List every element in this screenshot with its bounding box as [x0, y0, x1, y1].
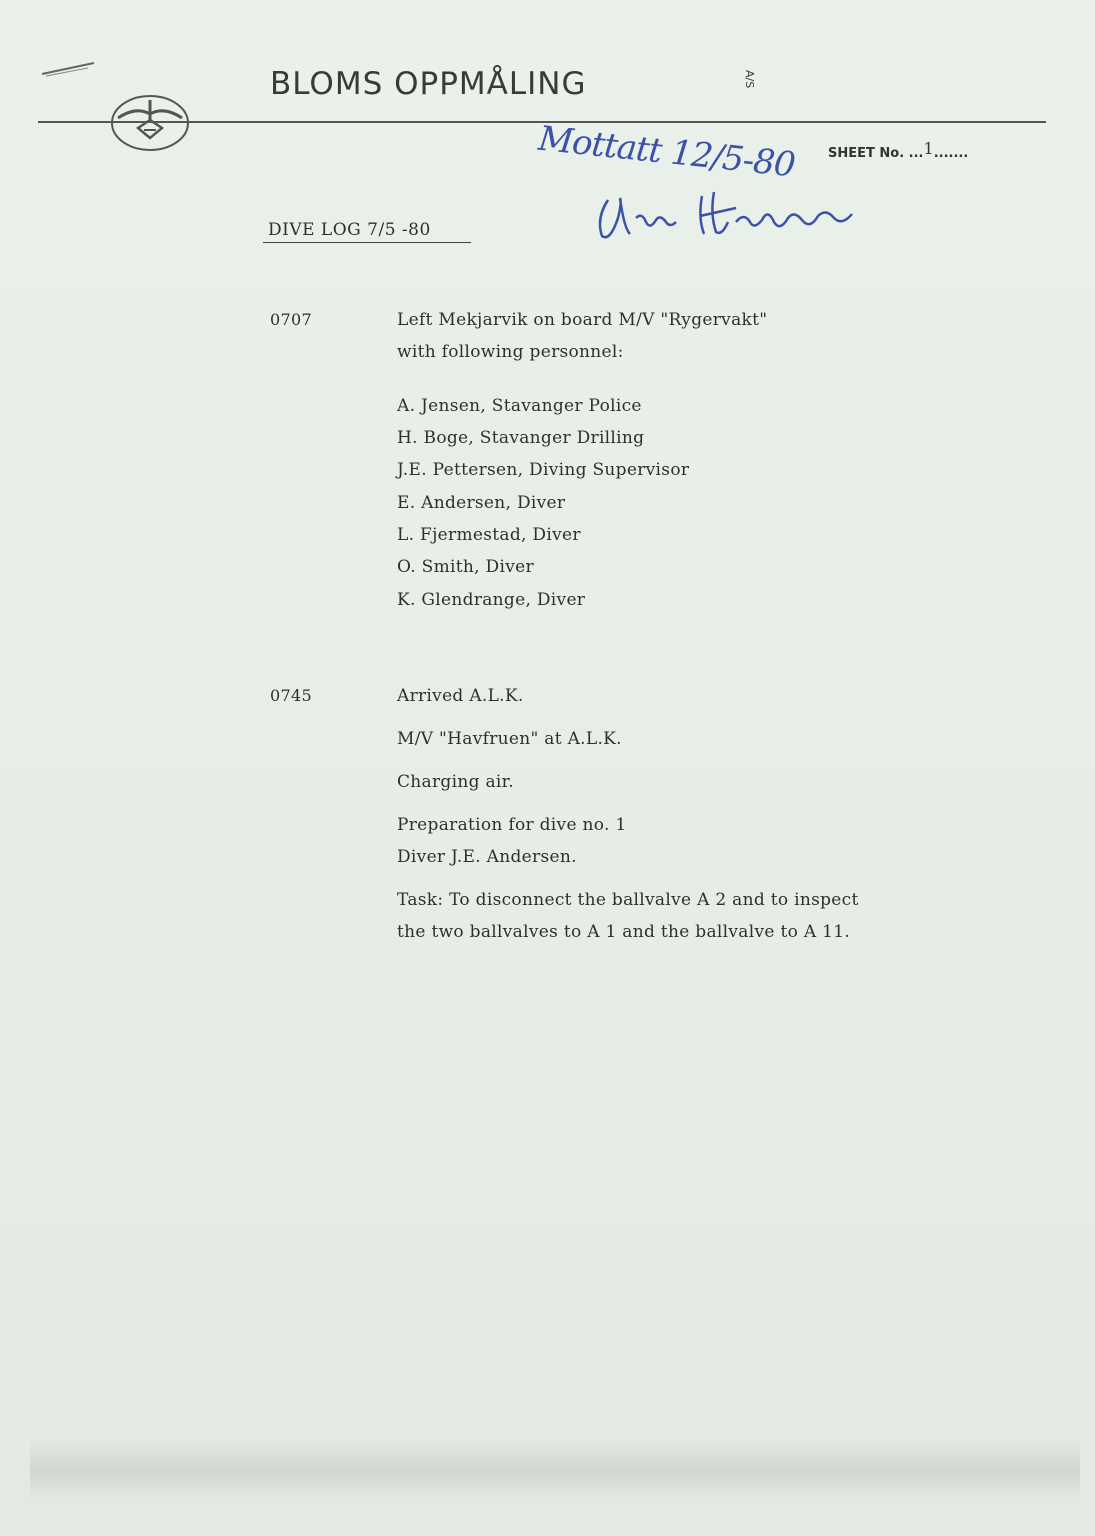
entry-line: Task: To disconnect the ballvalve A 2 and to inspect	[397, 890, 859, 910]
entry-time-0707: 0707	[270, 310, 312, 329]
personnel-item: K. Glendrange, Diver	[397, 590, 586, 610]
sheet-trailing-dots: .......	[933, 146, 969, 161]
entry-line: with following personnel:	[397, 342, 624, 362]
entry-line: M/V "Havfruen" at A.L.K.	[397, 729, 622, 749]
sheet-number-field	[828, 139, 969, 161]
handwritten-signature	[590, 178, 860, 248]
title-underline	[263, 242, 471, 243]
received-note-handwriting: Mottatt 12/5-80	[536, 118, 797, 186]
personnel-item: L. Fjermestad, Diver	[397, 525, 581, 545]
entry-line: Diver J.E. Andersen.	[397, 847, 577, 867]
entry-line: Left Mekjarvik on board M/V "Rygervakt"	[397, 310, 768, 330]
dive-log-title: DIVE LOG 7/5 -80	[268, 220, 431, 240]
personnel-item: J.E. Pettersen, Diving Supervisor	[397, 460, 690, 480]
entry-line: the two ballvalves to A 1 and the ballvalve to A 11.	[397, 922, 851, 942]
company-name: BLOMS OPPMÅLING	[270, 66, 587, 102]
personnel-item: E. Andersen, Diver	[397, 493, 566, 513]
entry-line: Arrived A.L.K.	[397, 686, 524, 706]
sheet-label: SHEET No. ...	[828, 146, 924, 161]
personnel-item: A. Jensen, Stavanger Police	[397, 396, 642, 416]
sheet-number: 1	[923, 139, 934, 158]
personnel-item: O. Smith, Diver	[397, 557, 534, 577]
entry-line: Charging air.	[397, 772, 514, 792]
company-suffix: A/S	[743, 70, 756, 89]
entry-line: Preparation for dive no. 1	[397, 815, 627, 835]
paper-edge-shadow	[30, 1440, 1080, 1500]
personnel-item: H. Boge, Stavanger Drilling	[397, 428, 645, 448]
company-logo-icon	[108, 92, 192, 154]
entry-time-0745: 0745	[270, 686, 312, 705]
pen-stroke-mark	[38, 60, 98, 78]
